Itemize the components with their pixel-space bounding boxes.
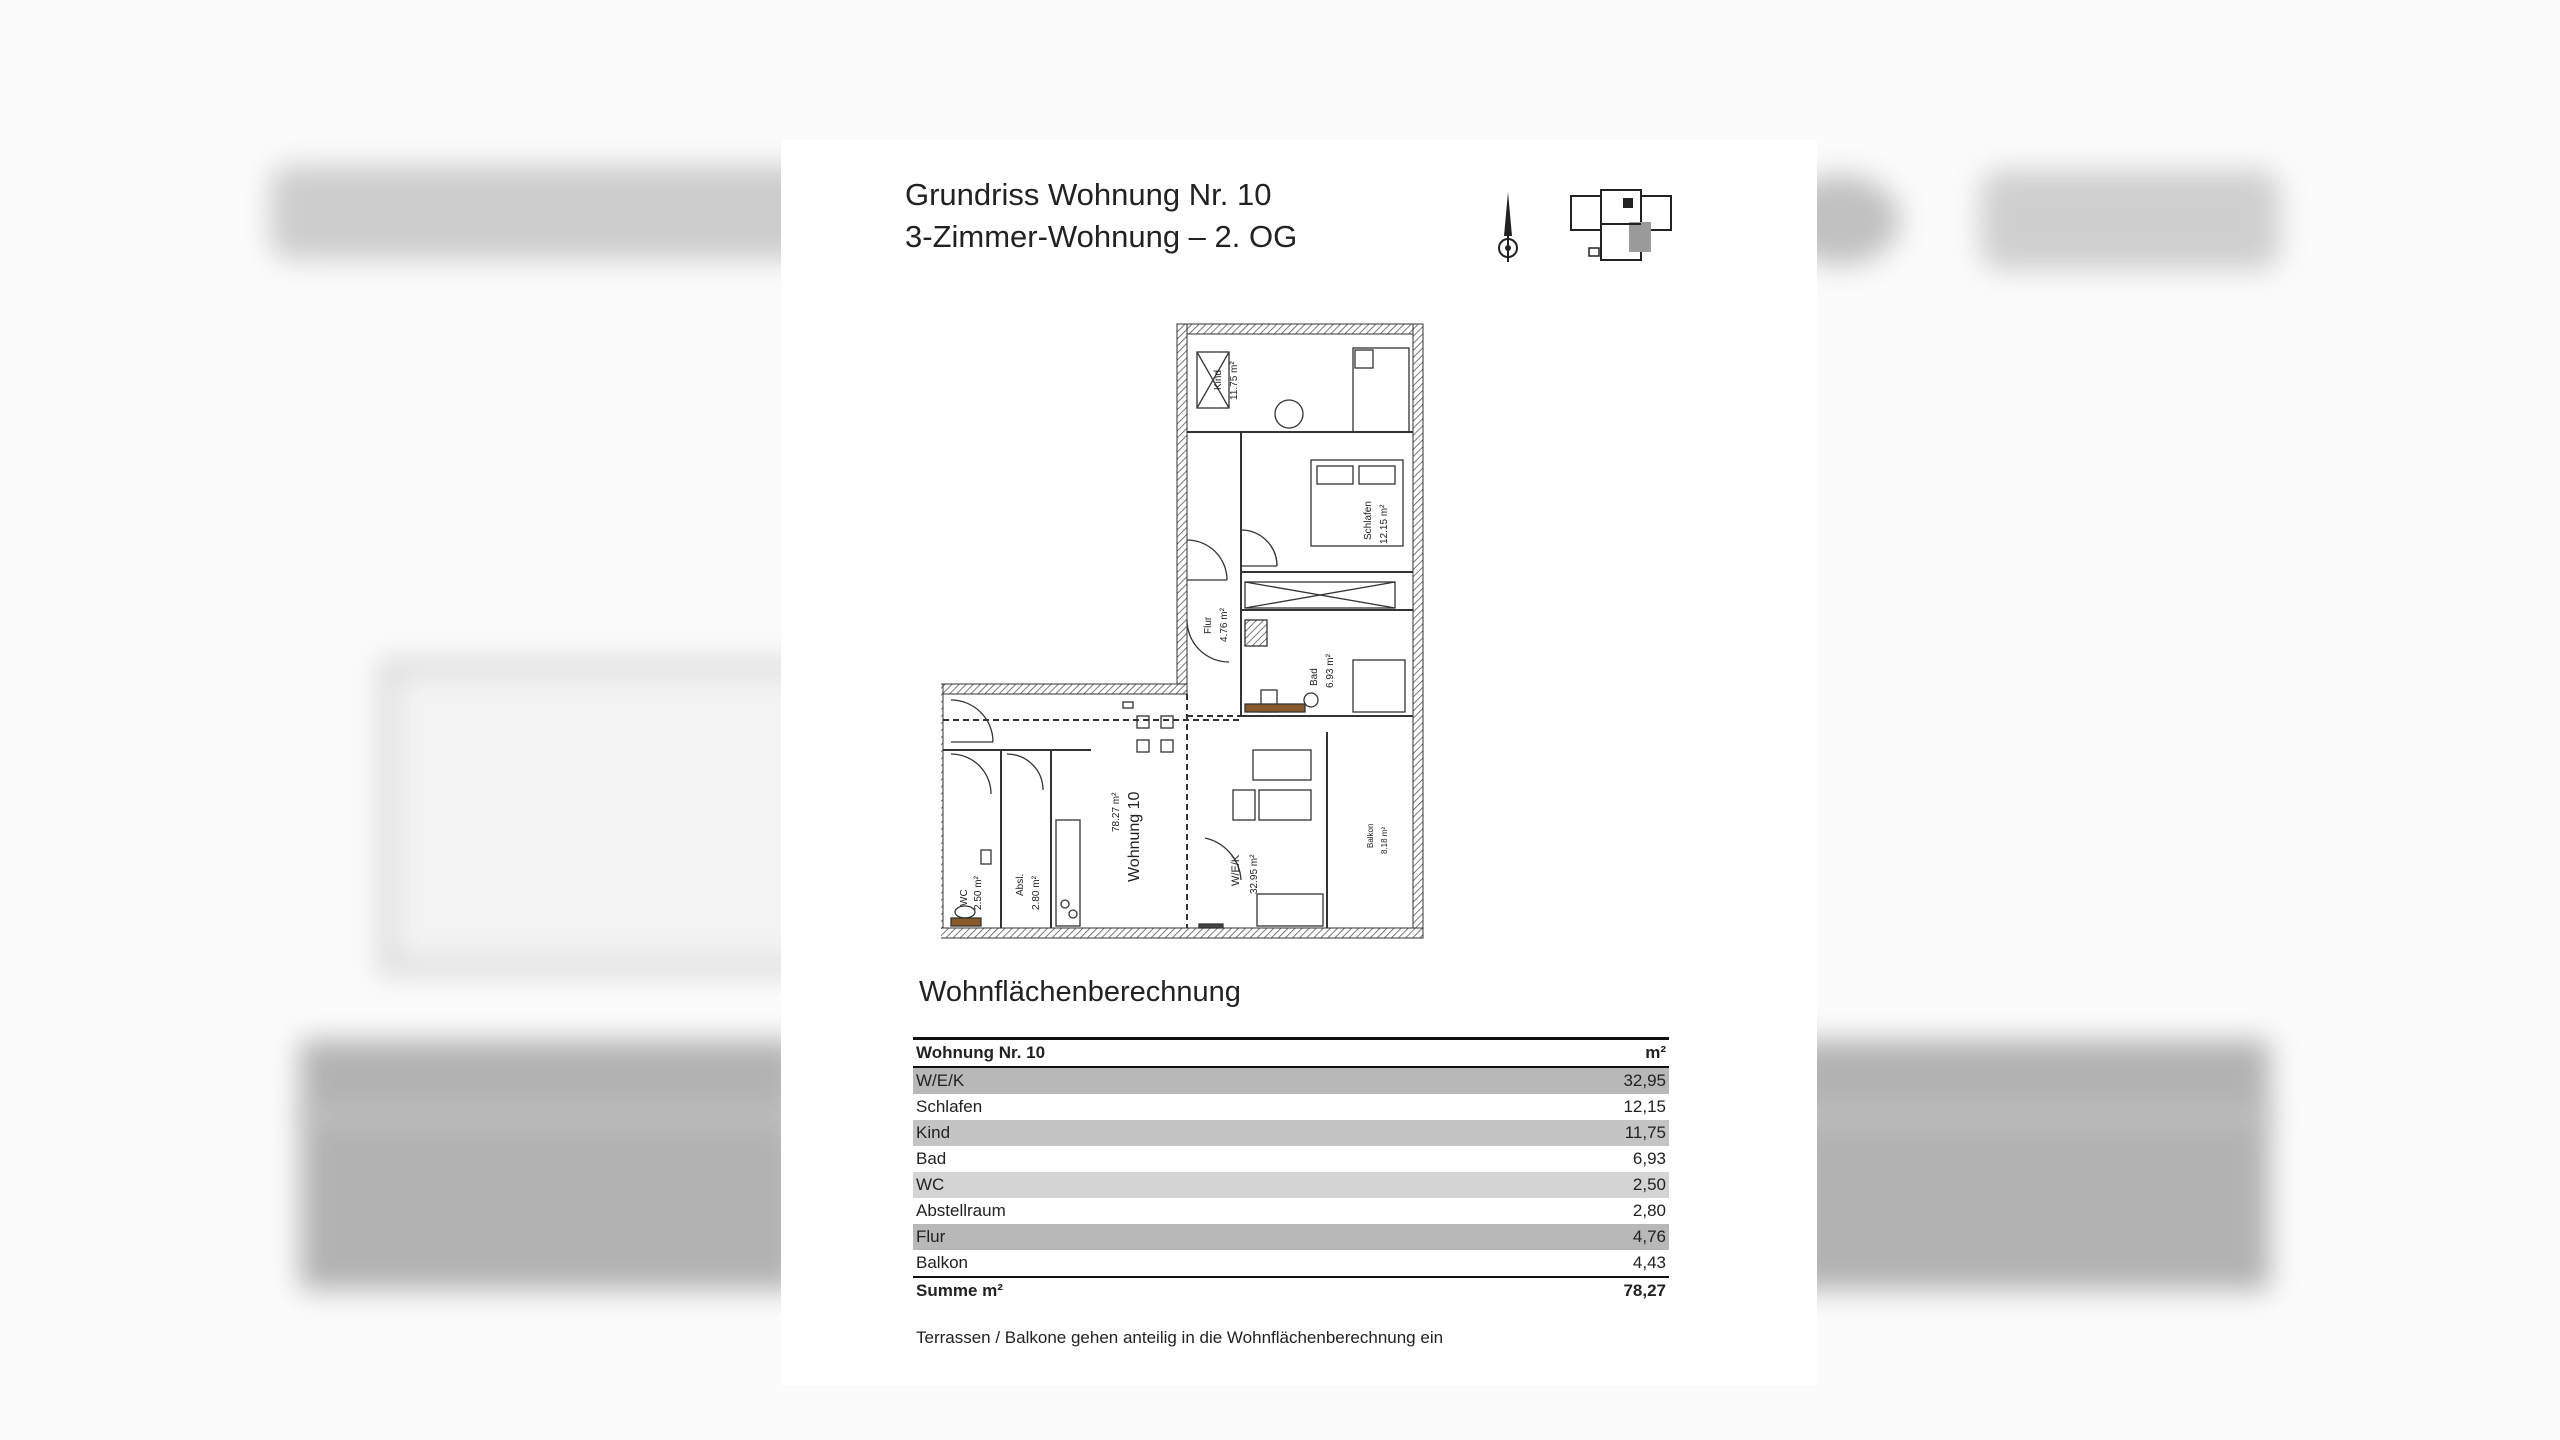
table-row (913, 1094, 1669, 1120)
label-balkon-area: 8.18 m² (1380, 826, 1389, 854)
label-schlafen-area: 12.15 m² (1379, 504, 1390, 544)
blurred-plan-shape (380, 660, 824, 974)
row-label: Kind (916, 1123, 951, 1142)
label-kind-area: 11.75 m² (1229, 361, 1240, 400)
table-row (913, 1172, 1669, 1198)
outer-walls (941, 324, 1423, 938)
table-row (913, 1146, 1669, 1172)
row-label: Flur (916, 1227, 946, 1246)
area-table (913, 1037, 1669, 1304)
label-absl-area: 2.80 m² (1031, 876, 1042, 910)
table-row (913, 1120, 1669, 1146)
row-value: 4,43 (1632, 1253, 1666, 1272)
room-labels (959, 361, 1390, 910)
label-bad-area: 6.93 m² (1325, 654, 1336, 688)
label-kind: Kind (1213, 369, 1224, 390)
row-value: 2,50 (1632, 1175, 1666, 1194)
table-row (913, 1224, 1669, 1250)
header-apartment: Wohnung Nr. 10 (916, 1043, 1046, 1062)
balcony-note: Terrassen / Balkone gehen anteilig in die Wohnflächenberechnung ein (916, 1328, 1444, 1347)
area-calculation-title: Wohnflächenberechnung (919, 976, 1241, 1008)
table-row (913, 1250, 1669, 1276)
sum-value: 78,27 (1623, 1281, 1666, 1300)
title-line-1: Grundriss Wohnung Nr. 10 (905, 177, 1272, 212)
document-title (905, 174, 1297, 258)
label-wc-area: 2.50 m² (973, 876, 984, 910)
row-value: 32,95 (1623, 1071, 1666, 1090)
row-label: W/E/K (916, 1071, 965, 1090)
label-bad: Bad (1309, 668, 1320, 686)
row-value: 11,75 (1624, 1123, 1666, 1142)
row-label: Balkon (916, 1253, 968, 1272)
row-value: 4,76 (1632, 1227, 1666, 1246)
floor-plan-drawing (941, 320, 1441, 940)
row-label: Bad (916, 1149, 947, 1168)
sum-label: Summe m² (916, 1281, 1003, 1300)
label-flur-area: 4.76 m² (1219, 608, 1230, 642)
table-row (913, 1068, 1669, 1094)
header-unit: m² (1645, 1043, 1666, 1062)
row-value: 12,15 (1623, 1097, 1666, 1116)
building-keymap-icon (1569, 188, 1673, 262)
label-wohnung: Wohnung 10 (1126, 791, 1143, 882)
north-arrow-icon (1491, 192, 1525, 264)
blurred-keymap-shape (1980, 170, 2280, 270)
area-table-header (913, 1037, 1669, 1068)
blurred-table-right (1790, 1040, 2270, 1290)
label-wek-area: 32.95 m² (1249, 854, 1260, 894)
row-value: 6,93 (1632, 1149, 1666, 1168)
row-label: Schlafen (916, 1097, 983, 1116)
table-row (913, 1198, 1669, 1224)
label-wc: WC (959, 889, 970, 906)
label-flur: Flur (1203, 616, 1214, 634)
label-balkon: Balkon (1366, 823, 1375, 848)
row-value: 2,80 (1632, 1201, 1666, 1220)
title-line-2: 3-Zimmer-Wohnung – 2. OG (905, 219, 1298, 254)
floorplan-document (781, 140, 1817, 1385)
row-label: WC (916, 1175, 945, 1194)
label-schlafen: Schlafen (1363, 501, 1374, 540)
label-wek: W/E/K (1230, 854, 1242, 886)
label-wohnung-area: 78.27 m² (1111, 792, 1122, 832)
area-table-sum (913, 1276, 1669, 1304)
blurred-table-left (300, 1040, 800, 1290)
row-label: Abstellraum (916, 1201, 1006, 1220)
label-absl: Absl. (1015, 873, 1026, 896)
